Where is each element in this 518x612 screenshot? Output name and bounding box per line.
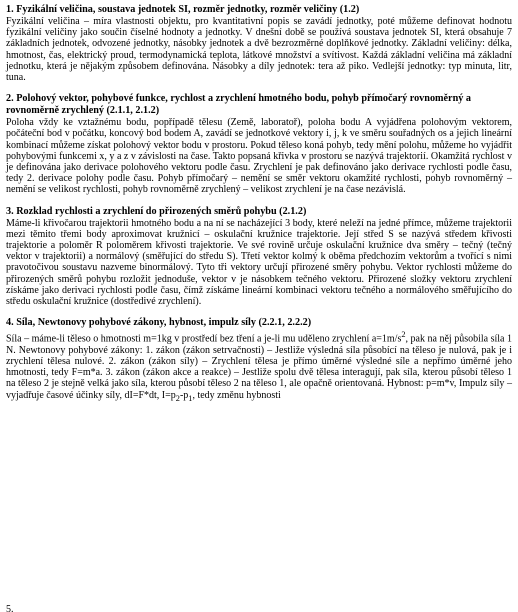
section-heading: 3. Rozklad rychlosti a zrychlení do přirozených směrů pohybu (2.1.2) <box>6 205 307 217</box>
section-4 <box>6 317 512 404</box>
section-paragraph: Poloha vždy ke vztažnému bodu, popřípadě tělesu (Země, laboratoř), poloha bodu A vyjádřena polohovým vektorem, počáteční bod v počátku, koncový bod bodem A, zavádí se jednotkové vektory i, j, k ve směru souřadných os a jejich lineární kombinací můžeme získat polohový vektor bodu v prostoru. Pokud těleso koná pohyb, tedy mění polohu, můžeme ho vyjádřit pohybovými funkcemi x, y a z v závislosti na čase. Takto popsaná křivka v prostoru se nazývá trajektorií. Okamžitá rychlost v je definována jako derivace polohového vektoru podle času. Zrychlení je pak definováno jako derivace rychlosti podle času, tedy 2. derivace polohy podle času. Pohyb přímočarý – nemění se směr vektoru okamžité rychlosti, pohyb rovnoměrný – nemění se velikost rychlosti, pohyb rovnoměrně zrychlený – velikost zrychlení je na čase nezávislá. <box>6 117 512 196</box>
section-1 <box>6 4 512 83</box>
section-paragraph: Máme-li křivočarou trajektorii hmotného bodu a na ní se nacházející 3 body, které neleží na jedné přímce, můžeme trajektorii mezi těmito třemi body aproximovat kružnicí – oskulační kružnice trajektorie. Její střed S se nazývá středem křivosti trajektorie a poloměr R poloměrem křivosti trajektorie. Ve své rovině určuje oskulační kružnice dva směry – tečný (tečný vektor v trajektorii) a normálový (směřující do středu S). Třetí vektor kolmý k oběma předchozím vektorům a tvořící s nimi pravotočivou soustavu nazveme binormálový. Tyto tři vektory určují přirozené směry pohybu. Vektor rychlosti můžeme do přirozených směrů pohybu rozložit jednoduše, vektor v je násobkem tečného vektoru. Přirozené složky vektoru zrychlení získáme jako derivaci rychlosti podle času, čímž získáme lineární kombinaci vektoru tečného a normálového směřujícího do středu oskulační kružnice (dostředivé zrychlení). <box>6 217 512 308</box>
superscript: 2 <box>401 330 406 340</box>
section-paragraph <box>6 329 512 404</box>
body-text: -p <box>179 389 189 401</box>
subscript: 2 <box>175 393 180 403</box>
section-heading: 4. Síla, Newtonovy pohybové zákony, hybnost, impulz síly (2.2.1, 2.2.2) <box>6 317 312 329</box>
section-2 <box>6 93 512 195</box>
section-heading: 1. Fyzikální veličina, soustava jednotek SI, rozměr jednotky, rozměr veličiny (1.2) <box>6 4 360 15</box>
subscript: 1 <box>188 393 193 403</box>
body-text: , tedy změnu hybnosti <box>192 389 281 401</box>
next-section-number-fragment: 5. <box>6 604 14 612</box>
body-text: , pak na něj působila síla 1 N. Newtonovy pohybové zákony: 1. zákon (zákon setrvačnosti) – Jestliže výsledná síla působící na těleso je nulová, pak je i zrychlení tělesa nulové. 2. zákon (zákon síly) – Zrychlení tělesa je přímo úměrné výsledné síle a nepřímo úměrné jeho hmotnosti, tedy F=m*a. 3. zákon (zákon akce a reakce) – Jestliže spolu dvě tělesa interagují, pak síla, kterou působí těleso 1 na těleso 2 je stejně velká jako síla, kterou působí těleso 2 na těleso 1, ale opačně orientovaná. Hybnost: p=m*v, Impulz síly – vyjadřuje časové účinky síly, dI=F*dt, I=p <box>6 333 513 401</box>
body-text: Síla – máme-li těleso o hmotnosti m=1kg v prostředí bez tření a je-li mu uděleno zrychlení a=1m/s <box>6 333 402 345</box>
section-heading: 2. Polohový vektor, pohybové funkce, rychlost a zrychlení hmotného bodu, pohyb přímočarý rovnoměrný a rovnoměrně zrychlený (2.1.1, 2.1.2) <box>6 93 471 117</box>
section-paragraph: Fyzikální veličina – míra vlastnosti objektu, pro kvantitativní popis se zavádí jednotky, poté můžeme definovat hodnotu fyzikální veličiny jako součin číselné hodnoty a jednotky. V dnešní době se používá soustava jednotek SI, která obsahuje 7 základních jednotek, odvozené jednotky, násobky jednotek a dvě bezrozměrné doplňkové jednotky. Základní veličiny: délka, hmotnost, čas, elektrický proud, termodynamická teplota, látkové množství a svítivost. Každá základní veličina má základní jednotku, která je nějakým způsobem definována. Násobky a díly jednotek: tera až piko. Vedlejší jednotky: typ minuta, litr, tuna. <box>6 16 512 84</box>
section-3 <box>6 206 512 308</box>
